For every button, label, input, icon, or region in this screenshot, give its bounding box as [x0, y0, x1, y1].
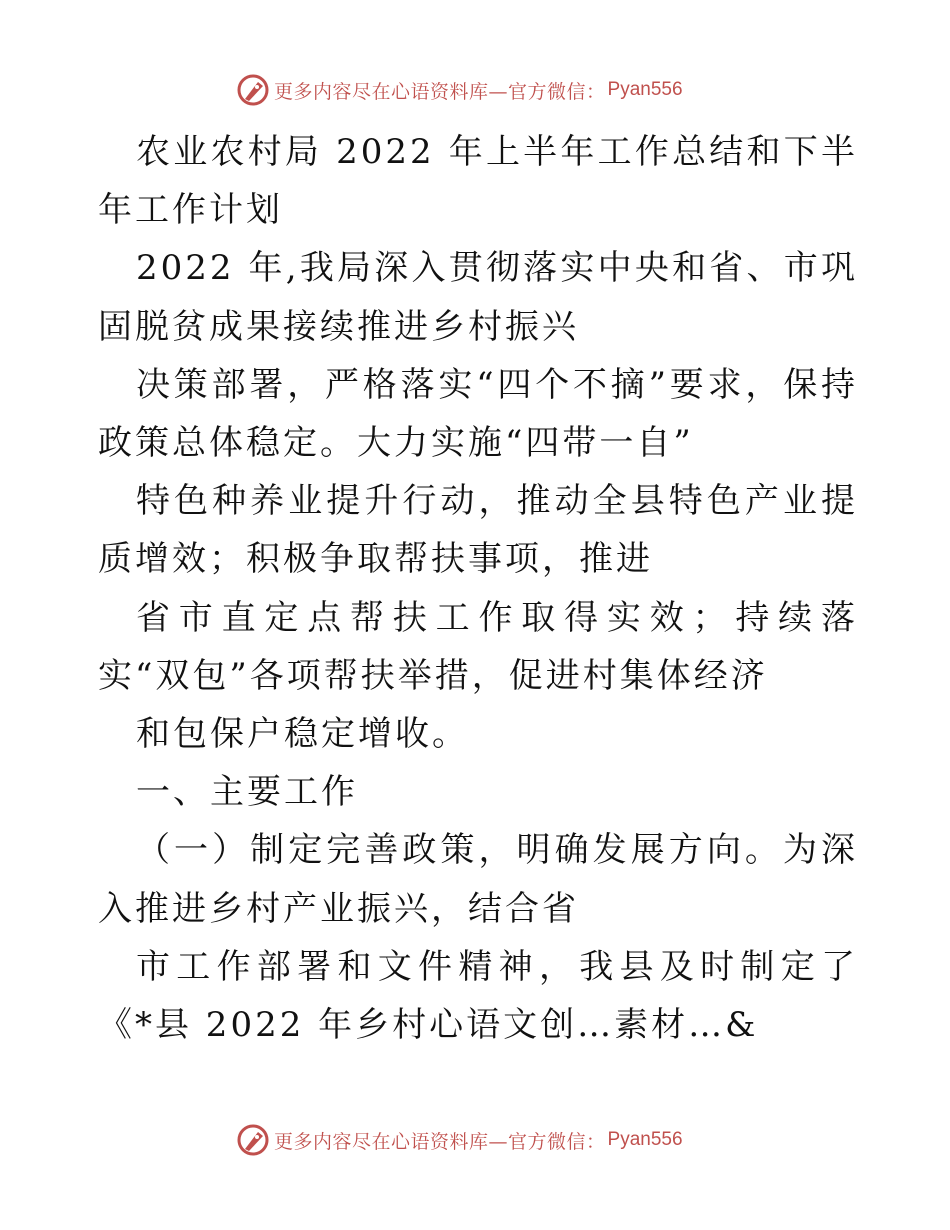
document-body: [98, 123, 858, 1054]
paragraph: 和包保户稳定增收。: [136, 714, 469, 755]
paragraph: 2022 年,我局深入贯彻落实中央和省、市巩固脱贫成果接续推进乡村振兴: [98, 248, 858, 347]
footer-banner: [236, 1120, 716, 1160]
pen-nib-circle-logo-icon: [236, 1123, 270, 1157]
paragraph: （一）制定完善政策，明确发展方向。为深入推进乡村产业振兴，结合省: [98, 830, 858, 929]
header-banner: [236, 70, 716, 110]
header-banner-text: 更多内容尽在心语资料库—官方微信：: [274, 80, 606, 103]
footer-banner-text: 更多内容尽在心语资料库—官方微信：: [274, 1130, 606, 1153]
header-banner-account: Pyan556: [607, 79, 683, 100]
paragraph: 省市直定点帮扶工作取得实效；持续落实“双包”各项帮扶举措，促进村集体经济: [98, 597, 858, 696]
pen-nib-circle-logo-icon: [236, 73, 270, 107]
document-title: 农业农村局 2022 年上半年工作总结和下半年工作计划: [98, 132, 858, 231]
section-heading: 一、主要工作: [136, 772, 358, 813]
paragraph: 特色种养业提升行动，推动全县特色产业提质增效；积极争取帮扶事项，推进: [98, 481, 858, 580]
paragraph: 市工作部署和文件精神，我县及时制定了《*县 2022 年乡村心语文创…素材…&: [98, 946, 858, 1046]
footer-banner-account: Pyan556: [607, 1129, 683, 1150]
paragraph: 决策部署，严格落实“四个不摘”要求，保持政策总体稳定。大力实施“四带一自”: [98, 364, 858, 464]
